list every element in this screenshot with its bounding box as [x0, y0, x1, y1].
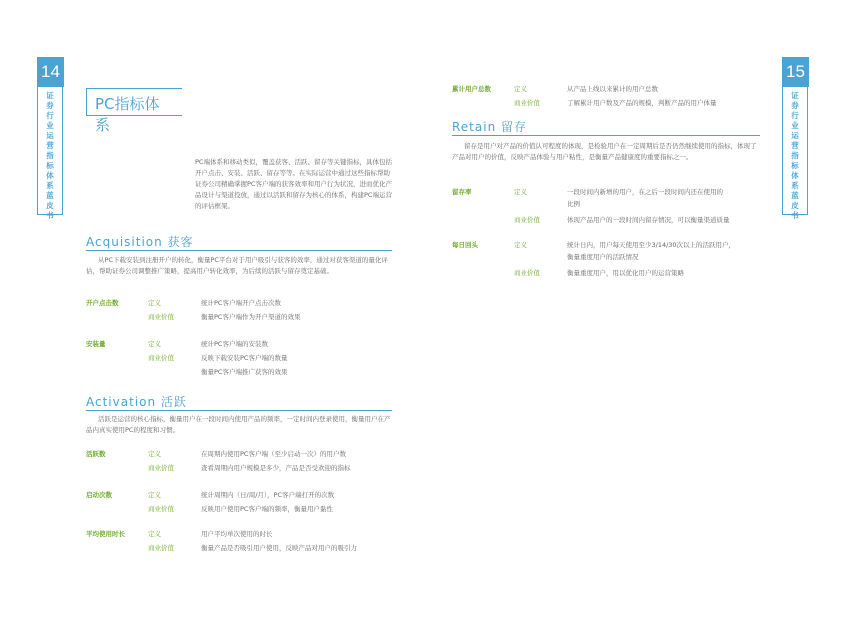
value-label: 商业价值: [148, 464, 174, 472]
value-text: 了解累计用户数及产品的规模，判断产品的用户体量: [567, 99, 717, 107]
definition-text-2: 衡量重度用户的活跃情况: [567, 253, 639, 261]
metric-name: 开户点击数: [86, 299, 119, 307]
definition-text-2: 比例: [567, 200, 580, 208]
definition-text: 用户平均单次使用的时长: [201, 530, 273, 538]
definition-text: 从产品上线以来累计的用户总数: [567, 85, 658, 93]
value-text: 衡量产品是否吸引用户使用，反映产品对用户的吸引力: [201, 544, 357, 552]
definition-label: 定义: [514, 241, 527, 249]
metric-name: 留存率: [452, 188, 472, 196]
metric-name: 累计用户总数: [452, 85, 491, 93]
value-label: 商业价值: [148, 544, 174, 552]
metric-name: 活跃数: [86, 450, 106, 458]
page-number-tab-left: 14: [37, 57, 64, 87]
definition-text: 一段时间内新增的用户，在之后一段时间内还在使用的: [567, 188, 723, 196]
value-label: 商业价值: [148, 505, 174, 513]
definition-text: 统计日内，用户每天使用至少3/14/30次以上的活跃用户，: [567, 241, 736, 249]
side-title-right: [782, 87, 808, 220]
section-desc-acquisition: 从PC下载安装到注册开户的转化，衡量PC平台对于用户吸引与获客的效率，通过对获客渠道的量化评估，帮助证券公司调整推广策略，提高用户转化效率，为后续的活跃与留存奠定基础。: [86, 256, 388, 275]
value-label: 商业价值: [514, 99, 540, 107]
section-heading-retain: Retain 留存: [452, 118, 760, 136]
definition-text: 统计周期内（日/周/月），PC客户端打开的次数: [201, 491, 335, 499]
metric-name: 安装量: [86, 340, 106, 348]
value-text: 查看周期内用户规模是多少，产品是否受欢迎的指标: [201, 464, 351, 472]
chapter-intro: PC端体系和移动类似，覆盖获客、活跃、留存等关键指标，具体包括开户点击、安装、活跃、留存等等。在实际运营中通过这些指标帮助证券公司精确掌握PC客户端的获客效率和用户行为状况，进而优化产品设计与渠道投放，通过以活跃和留存为核心的体系，构建PC端运营的评估框架。: [195, 158, 392, 210]
value-label: 商业价值: [514, 269, 540, 277]
definition-label: 定义: [148, 340, 161, 348]
definition-label: 定义: [148, 491, 161, 499]
value-text: 衡量PC客户端作为开户渠道的效果: [201, 313, 301, 321]
definition-text: 统计PC客户端的安装数: [201, 340, 268, 348]
metric-name: 每日回头: [452, 241, 478, 249]
section-heading-acquisition: Acquisition 获客: [86, 233, 392, 251]
metric-name: 启动次数: [86, 491, 112, 499]
section-desc-activation: 活跃是运营的核心指标，衡量用户在一段时间内使用产品的频率，一定时间内登录使用，衡量用户在产品内真实使用PC的程度和习惯。: [86, 415, 391, 434]
definition-text: 统计PC客户端开户点击次数: [201, 299, 281, 307]
section-desc-retain: 留存是用户对产品的价值认可程度的体现，是检验用户在一定周期后是否仍然继续使用的指标，体现了产品对用户的价值，反映产品体验与用户粘性，是衡量产品健康度的重要指标之一。: [452, 142, 757, 161]
metric-name: 平均使用时长: [86, 530, 125, 538]
side-title-left: [37, 87, 63, 220]
definition-label: 定义: [148, 299, 161, 307]
side-title-text-left: 证券行业运营指标体系蓝皮书: [46, 91, 54, 220]
definition-label: 定义: [514, 85, 527, 93]
definition-label: 定义: [148, 450, 161, 458]
value-label: 商业价值: [148, 354, 174, 362]
value-label: 商业价值: [514, 216, 540, 224]
value-text-2: 衡量PC客户端推广获客的效果: [201, 368, 288, 376]
value-label: 商业价值: [148, 313, 174, 321]
value-text: 反映下载安装PC客户端的数量: [201, 354, 288, 362]
definition-text: 在周期内使用PC客户端（至少启动一次）的用户数: [201, 450, 346, 458]
value-text: 反映用户使用PC客户端的频率，衡量用户黏性: [201, 505, 333, 513]
section-heading-activation: Activation 活跃: [86, 393, 392, 411]
definition-label: 定义: [514, 188, 527, 196]
definition-label: 定义: [148, 530, 161, 538]
chapter-title: PC指标体系: [86, 88, 182, 116]
side-title-text-right: 证券行业运营指标体系蓝皮书: [791, 91, 799, 220]
page-number-tab-right: 15: [782, 57, 809, 87]
value-text: 体现产品用户的一段时间内留存情况，可以衡量渠道质量: [567, 216, 730, 224]
value-text: 衡量重度用户，用以优化用户的运营策略: [567, 269, 684, 277]
